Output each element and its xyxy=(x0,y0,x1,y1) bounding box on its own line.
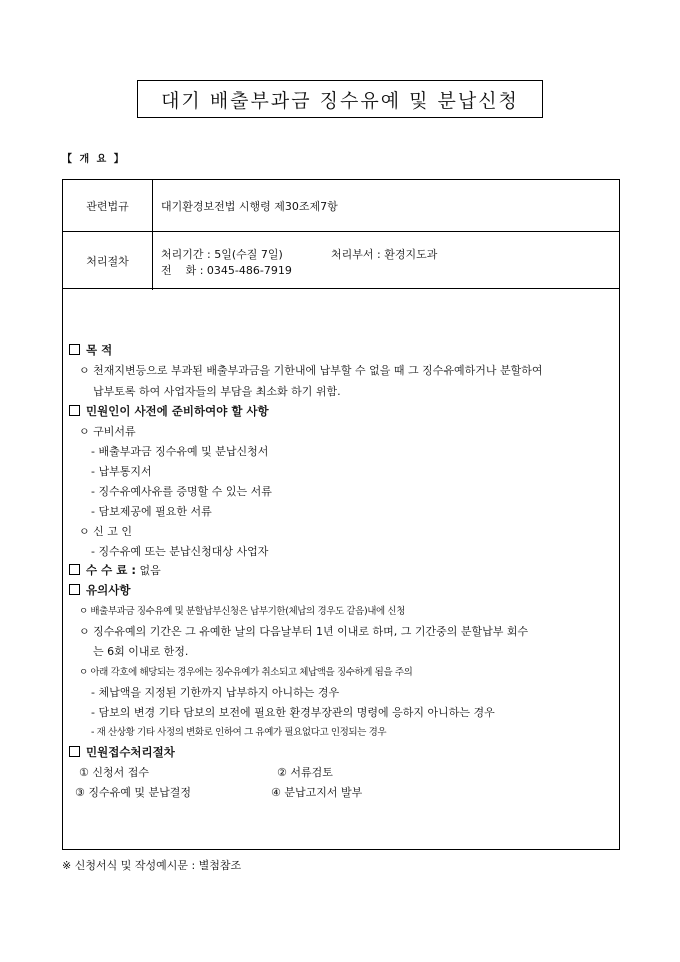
checkbox-square-icon xyxy=(69,344,80,355)
procedure-step-4: ④ 분납고지서 발부 xyxy=(271,786,363,799)
checkbox-square-icon xyxy=(69,584,80,595)
note-1: ㅇ 배출부과금 징수유예 및 분할납부신청은 납부기한(체납의 경우도 같음)내에 신청 xyxy=(79,606,405,617)
checkbox-square-icon xyxy=(69,564,80,575)
procedure-heading: 민원접수처리절차 xyxy=(69,744,175,760)
fee-line: 수 수 료 : 없음 xyxy=(69,562,161,578)
purpose-heading: 목 적 xyxy=(69,342,112,358)
process-phone: 전 화 : 0345-486-7919 xyxy=(161,264,292,277)
process-period: 처리기간 : 5일(수질 7일) xyxy=(161,248,283,261)
procedure-step-1: ① 신청서 접수 xyxy=(79,766,149,779)
applicant-title: ㅇ 신 고 인 xyxy=(79,525,132,538)
process-label: 처리절차 xyxy=(63,232,153,290)
law-row xyxy=(63,180,619,232)
law-value: 대기환경보전법 시행령 제30조제7항 xyxy=(161,200,338,213)
note-sub-item: - 담보의 변경 기타 담보의 보전에 필요한 환경부장관의 명령에 응하지 아니하는 경우 xyxy=(91,706,495,719)
doc-item: - 담보제공에 필요한 서류 xyxy=(91,505,212,518)
applicant-item: - 징수유예 또는 분납신청대상 사업자 xyxy=(91,545,269,558)
notes-heading: 유의사항 xyxy=(69,582,130,598)
law-label: 관련법규 xyxy=(63,180,153,231)
title-text: 대기 배출부과금 징수유예 및 분납신청 xyxy=(161,89,519,112)
note-sub-item: - 재 산상황 기타 사정의 변화로 인하여 그 유예가 필요없다고 인정되는 경우 xyxy=(91,727,387,738)
info-table xyxy=(62,179,620,289)
checkbox-square-icon xyxy=(69,405,80,416)
checkbox-square-icon xyxy=(69,746,80,757)
docs-title: ㅇ 구비서류 xyxy=(79,425,136,438)
note-3: ㅇ 아래 각호에 해당되는 경우에는 징수유예가 취소되고 체납액을 징수하게 됨을 주의 xyxy=(79,667,413,678)
doc-item: - 징수유예사유를 증명할 수 있는 서류 xyxy=(91,485,272,498)
page-title xyxy=(137,80,543,118)
note-sub-item: - 체납액을 지정된 기한까지 납부하지 아니하는 경우 xyxy=(91,686,340,699)
note-2-line-1: ㅇ 징수유예의 기간은 그 유예한 날의 다음날부터 1년 이내로 하며, 그 기간중의 분할납부 회수 xyxy=(79,625,529,638)
fee-value: 없음 xyxy=(139,564,161,577)
purpose-text-2: 납부토록 하여 사업자들의 부담을 최소화 하기 위함. xyxy=(93,385,341,398)
overview-label: 【 개 요 】 xyxy=(62,154,126,165)
purpose-text-1: ㅇ 천재지변등으로 부과된 배출부과금을 기한내에 납부할 수 없을 때 그 징수유예하거나 분할하여 xyxy=(79,364,543,377)
doc-item: - 납부통지서 xyxy=(91,465,152,478)
process-department: 처리부서 : 환경지도과 xyxy=(331,248,438,261)
main-content xyxy=(62,288,620,850)
doc-item: - 배출부과금 징수유예 및 분납신청서 xyxy=(91,445,269,458)
preparation-heading: 민원인이 사전에 준비하여야 할 사항 xyxy=(69,403,269,419)
footnote: ※ 신청서식 및 작성예시문 : 별첨참조 xyxy=(62,859,242,872)
note-2-line-2: 는 6회 이내로 한정. xyxy=(93,645,189,658)
procedure-step-3: ③ 징수유예 및 분납결정 xyxy=(75,786,191,799)
process-row xyxy=(63,232,619,290)
procedure-step-2: ② 서류검토 xyxy=(277,766,333,779)
